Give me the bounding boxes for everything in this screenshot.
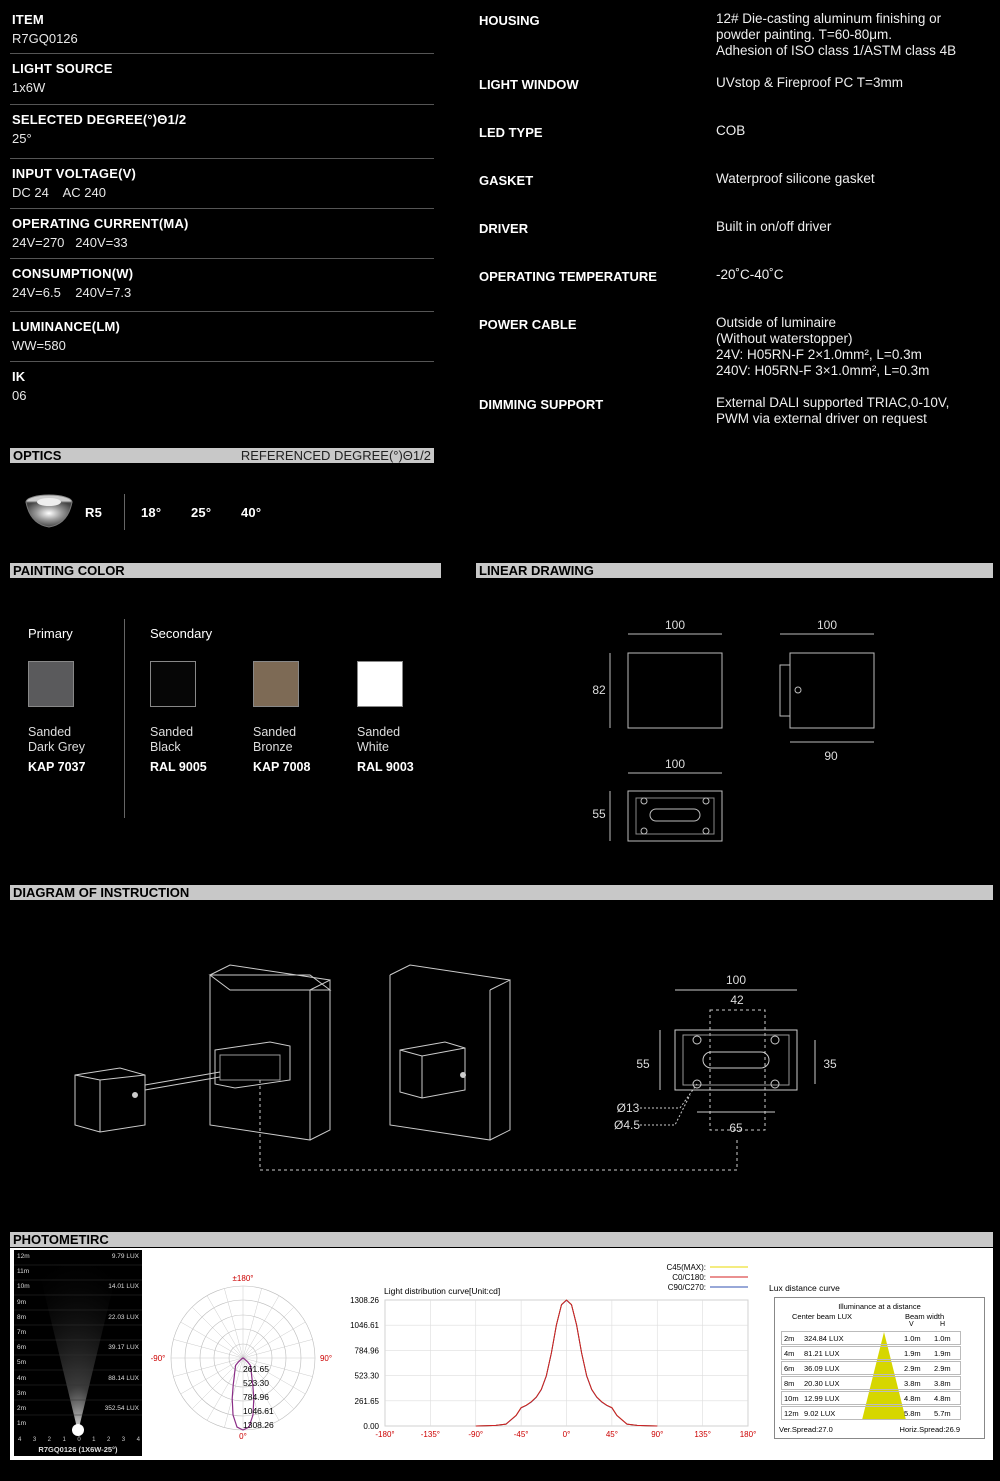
spec-separator [10, 361, 434, 362]
y-tick-label: 261.65 [354, 1396, 379, 1406]
x-tick-label: -45° [513, 1430, 529, 1439]
spec-label: OPERATING CURRENT(MA) [12, 216, 189, 231]
lux-cell: 12.99 LUX [804, 1394, 840, 1403]
beam-lux: 88.14 LUX [108, 1374, 139, 1382]
side-width: 100 [816, 618, 838, 632]
instruction-header: DIAGRAM OF INSTRUCTION [10, 885, 993, 900]
lux-row [781, 1331, 961, 1345]
detail-value: -20˚C-40˚C [716, 267, 784, 282]
legend-label: C0/C180: [672, 1273, 706, 1282]
lux-row [781, 1346, 961, 1360]
painting-divider [124, 619, 125, 818]
detail-label: LIGHT WINDOW [479, 77, 579, 92]
spec-label: LUMINANCE(LM) [12, 319, 121, 334]
beam-distance: 7m [17, 1329, 27, 1336]
beam-distance: 1m [17, 1420, 27, 1428]
x-tick-label: -180° [375, 1430, 395, 1439]
spec-separator [10, 53, 434, 54]
color-name: Sanded Dark Grey [28, 725, 85, 754]
lux-cell: 2.9m [904, 1364, 921, 1373]
polar-spoke [181, 1322, 243, 1358]
polar-chart [150, 1270, 335, 1450]
color-name: Sanded Bronze [253, 725, 297, 754]
detail-label: POWER CABLE [479, 317, 577, 332]
beam-axis-tick: 1 [62, 1437, 66, 1443]
beam-distance: 4m [17, 1374, 27, 1382]
polar-spoke [243, 1307, 294, 1358]
beam-lux: 14.01 LUX [108, 1283, 139, 1291]
polar-ring-label: 1308.26 [243, 1420, 274, 1430]
lux-col-v: V [909, 1321, 914, 1328]
lux-cell: 1.0m [934, 1334, 951, 1343]
color-swatch [150, 661, 196, 707]
y-tick-label: 1046.61 [350, 1321, 379, 1331]
spec-separator [10, 258, 434, 259]
degree-18: 18° [141, 505, 162, 520]
lux-cell: 9.02 LUX [804, 1409, 836, 1418]
plate-height: 55 [636, 1057, 650, 1071]
lux-col-h: H [940, 1321, 946, 1328]
beam-distance: 9m [17, 1298, 27, 1306]
x-tick-label: -90° [468, 1430, 484, 1439]
detail-label: DIMMING SUPPORT [479, 397, 604, 412]
ver-spread: Ver.Spread:27.0 [779, 1425, 833, 1434]
linear-header: LINEAR DRAWING [476, 563, 993, 578]
linear-drawing [580, 610, 900, 850]
spec-label: ITEM [12, 12, 44, 27]
detail-label: OPERATING TEMPERATURE [479, 269, 657, 284]
side-depth: 90 [824, 749, 838, 763]
painting-header: PAINTING COLOR [10, 563, 441, 578]
reflector-icon [24, 494, 74, 530]
polar-spoke [181, 1358, 243, 1394]
lux-cell: 36.09 LUX [804, 1364, 840, 1373]
detail-value: Outside of luminaire (Without waterstopper) 24V: H05RN-F 2×1.0mm², L=0.3m 240V: H05RN-F 3×1.0mm², L=0.3m [716, 315, 930, 378]
optics-divider [124, 494, 125, 530]
x-tick-label: 135° [694, 1430, 711, 1439]
chart-title: Light distribution curve[Unit:cd] [384, 1286, 501, 1296]
lux-cell: 3.8m [934, 1379, 951, 1388]
color-swatch [357, 661, 403, 707]
distribution-chart [340, 1254, 760, 1454]
spec-value: DC 24 AC 240 [12, 185, 106, 200]
lux-cell: 6m [784, 1364, 795, 1373]
spec-value: 24V=6.5 240V=7.3 [12, 285, 132, 300]
beam-lux: 352.54 LUX [104, 1405, 139, 1412]
lux-table-box [774, 1297, 985, 1439]
degree-40: 40° [241, 505, 262, 520]
lux-row [781, 1376, 961, 1390]
lux-cell: 1.0m [904, 1334, 921, 1343]
bottom-height: 55 [592, 807, 606, 821]
photometric-header: PHOTOMETIRC [10, 1232, 993, 1247]
spec-value: WW=580 [12, 338, 66, 353]
lux-cell: 4.8m [904, 1394, 921, 1403]
primary-label: Primary [28, 626, 73, 641]
degree-25: 25° [191, 505, 212, 520]
x-tick-label: 180° [739, 1430, 757, 1439]
bottom-width: 100 [664, 757, 686, 771]
polar-top: ±180° [232, 1274, 254, 1283]
beam-lux: 9.79 LUX [111, 1253, 139, 1260]
polar-ring-label: 261.65 [243, 1364, 269, 1374]
detail-label: DRIVER [479, 221, 529, 236]
lux-cell: 2m [784, 1334, 795, 1343]
color-name: Sanded Black [150, 725, 194, 754]
beam-model: R7GQ0126 (1X6W-25°) [38, 1445, 118, 1454]
color-swatch [28, 661, 74, 707]
detail-value: 12# Die-casting aluminum finishing or powder painting. T=60-80μm. Adhesion of ISO class 1/ASTM class 4B [716, 11, 957, 58]
legend-label: C90/C270: [667, 1283, 706, 1292]
spec-separator [10, 208, 434, 209]
polar-bottom: 0° [239, 1432, 247, 1441]
color-swatch [253, 661, 299, 707]
polar-ring-label: 784.96 [243, 1392, 269, 1402]
spec-separator [10, 158, 434, 159]
lux-title: Lux distance curve [769, 1283, 840, 1293]
spec-value: R7GQ0126 [12, 31, 78, 46]
color-code: KAP 7037 [28, 760, 86, 774]
lux-col-beam: Beam width [905, 1312, 945, 1321]
detail-value: Built in on/off driver [716, 219, 832, 234]
beam-axis-tick: 2 [47, 1437, 51, 1443]
spec-label: LIGHT SOURCE [12, 61, 113, 76]
beam-distance: 3m [17, 1389, 27, 1397]
lux-cell: 4.8m [934, 1394, 951, 1403]
x-tick-label: 90° [651, 1430, 664, 1439]
beam-distance: 10m [17, 1283, 30, 1291]
detail-label: LED TYPE [479, 125, 543, 140]
lux-cell: 3.8m [904, 1379, 921, 1388]
instruction-drawing [60, 960, 860, 1180]
hole-pitch: 65 [729, 1121, 743, 1135]
detail-value: UVstop & Fireproof PC T=3mm [716, 75, 903, 90]
beam-axis-tick: 3 [32, 1437, 37, 1443]
lux-cell: 1.9m [904, 1349, 921, 1358]
spec-label: INPUT VOLTAGE(V) [12, 166, 137, 181]
polar-left: -90° [150, 1354, 166, 1363]
optics-ref: REFERENCED DEGREE(°)Θ1/2 [240, 448, 431, 463]
color-code: RAL 9003 [357, 760, 414, 774]
beam-axis-tick: 1 [92, 1437, 96, 1443]
beam-axis-tick: 0 [77, 1437, 81, 1443]
lux-cell: 4m [784, 1349, 795, 1358]
hole-dia-4-5: Ø4.5 [613, 1118, 641, 1132]
detail-value: Waterproof silicone gasket [716, 171, 875, 186]
beam-distance: 6m [17, 1344, 27, 1352]
legend-label: C45(MAX): [666, 1263, 706, 1272]
lux-cell: 5.7m [934, 1409, 951, 1418]
polar-spoke [207, 1296, 243, 1358]
y-tick-label: 784.96 [354, 1346, 379, 1356]
lux-cell: 20.30 LUX [804, 1379, 840, 1388]
y-tick-label: 0.00 [363, 1422, 379, 1431]
x-tick-label: -135° [420, 1430, 440, 1439]
color-code: KAP 7008 [253, 760, 311, 774]
reflector-label: R5 [85, 505, 103, 520]
detail-label: GASKET [479, 173, 534, 188]
spec-separator [10, 104, 434, 105]
y-tick-label: 1308.26 [350, 1296, 379, 1305]
beam-axis-tick: 3 [121, 1437, 126, 1443]
spec-label: IK [12, 369, 26, 384]
polar-spoke [243, 1296, 279, 1358]
spec-value: 24V=270 240V=33 [12, 235, 128, 250]
spec-value: 1x6W [12, 80, 46, 95]
beam-distance: 12m [17, 1253, 30, 1260]
y-tick-label: 523.30 [354, 1371, 379, 1381]
color-name: Sanded White [357, 725, 401, 754]
lux-cell: 5.8m [904, 1409, 921, 1418]
lux-cell: 1.9m [934, 1349, 951, 1358]
optics-title: OPTICS [13, 448, 62, 463]
lux-cell: 324.84 LUX [804, 1334, 844, 1343]
beam-lux: 22.03 LUX [108, 1313, 139, 1321]
beam-lux: 39.17 LUX [108, 1344, 139, 1352]
beam-axis-tick: 4 [18, 1437, 22, 1443]
detail-value: COB [716, 123, 746, 138]
detail-value: External DALI supported TRIAC,0-10V, PWM via external driver on request [716, 395, 950, 426]
plate-inner: 42 [730, 993, 744, 1007]
front-width: 100 [664, 618, 686, 632]
detail-label: HOUSING [479, 13, 540, 28]
beam-image [14, 1250, 142, 1456]
beam-distance: 2m [17, 1405, 27, 1412]
spec-value: 06 [12, 388, 27, 403]
spec-label: SELECTED DEGREE(°)Θ1/2 [12, 112, 187, 127]
polar-spoke [192, 1307, 243, 1358]
hole-spacing: 35 [823, 1057, 837, 1071]
lux-row [781, 1391, 961, 1405]
hole-dia-13: Ø13 [616, 1101, 640, 1115]
lux-cell: 2.9m [934, 1364, 951, 1373]
polar-ring-label: 523.30 [243, 1378, 269, 1388]
hor-spread: Horiz.Spread:26.9 [899, 1425, 960, 1434]
lux-row [781, 1361, 961, 1375]
lux-cell: 12m [784, 1409, 799, 1418]
secondary-label: Secondary [150, 626, 213, 641]
lux-row [781, 1406, 961, 1420]
optics-header [10, 448, 434, 463]
front-height: 82 [592, 683, 606, 697]
polar-spoke [207, 1358, 243, 1420]
beam-distance: 11m [17, 1268, 30, 1276]
color-code: RAL 9005 [150, 760, 207, 774]
polar-ring-label: 1046.61 [243, 1406, 274, 1416]
plate-width: 100 [725, 973, 747, 987]
x-tick-label: 0° [562, 1430, 571, 1439]
lux-cell: 8m [784, 1379, 795, 1388]
beam-axis-tick: 4 [136, 1437, 140, 1443]
beam-axis-tick: 2 [106, 1437, 111, 1443]
spec-separator [10, 311, 434, 312]
beam-distance: 8m [17, 1313, 27, 1321]
x-tick-label: 45° [605, 1430, 618, 1439]
lux-cell: 10m [784, 1394, 799, 1403]
spec-value: 25° [12, 131, 32, 146]
lux-head: Illuminance at a distance [838, 1302, 921, 1311]
lux-cell: 81.21 LUX [804, 1349, 840, 1358]
polar-spoke [243, 1322, 305, 1358]
beam-distance: 5m [17, 1359, 27, 1367]
lux-col-center: Center beam LUX [792, 1312, 853, 1321]
polar-right: 90° [319, 1354, 333, 1363]
spec-label: CONSUMPTION(W) [12, 266, 134, 281]
